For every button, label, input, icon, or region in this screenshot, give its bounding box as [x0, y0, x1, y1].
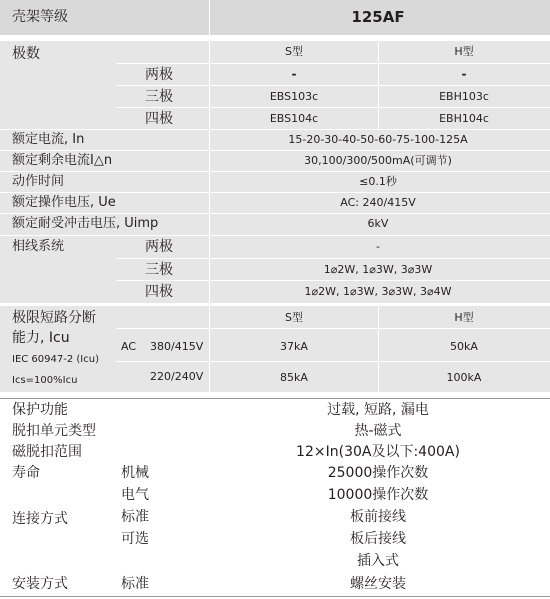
poles-row-name: 三极: [145, 89, 173, 105]
breaking-line: [116, 328, 550, 329]
frame-size-label: 壳架等级: [12, 9, 68, 25]
life-mechanical: 机械: [121, 465, 149, 481]
rated-current-label: 额定电流, In: [12, 132, 85, 147]
impulse-voltage-label: 额定耐受冲击电压, Uimp: [12, 216, 159, 231]
poles-col-h: H型: [454, 45, 474, 58]
breaking-value-s: 37kA: [280, 340, 308, 353]
ratings-line: [0, 192, 550, 193]
frame-size-value: 125AF: [351, 8, 405, 26]
magnetic-trip-label: 磁脱扣范围: [12, 444, 82, 460]
connection-optional-value: 板后接线: [350, 531, 406, 547]
ratings-line: [0, 171, 550, 172]
operating-time-label: 动作时间: [12, 174, 65, 189]
connection-plugin-value: 插入式: [357, 553, 399, 569]
ratings-line: [0, 129, 550, 130]
breaking-ac: AC: [121, 340, 137, 353]
poles-row-name: 四极: [145, 111, 173, 127]
ratings-line: [0, 150, 550, 151]
mounting-standard: 标准: [121, 576, 149, 592]
life-mechanical-value: 25000操作次数: [327, 465, 429, 481]
poles-label: 极数: [12, 46, 40, 62]
ratings-divider: [209, 129, 210, 303]
breaking-label-2: 能力, Icu: [12, 330, 70, 346]
phase-row-value: -: [376, 240, 380, 253]
poles-col-s: S型: [285, 45, 303, 58]
breaking-label-1: 极限短路分断: [12, 310, 96, 326]
poles-row-s: EBS104c: [269, 112, 319, 125]
phase-row-value: 1⌀2W, 1⌀3W, 3⌀3W, 3⌀4W: [304, 285, 452, 298]
breaking-col-h: H型: [454, 311, 474, 324]
impulse-voltage-value: 6kV: [367, 217, 389, 230]
connection-standard-value: 板前接线: [350, 509, 406, 525]
breaking-voltage: 380/415V: [150, 340, 204, 353]
phase-row-name: 两极: [145, 239, 173, 255]
header-band: [0, 0, 550, 35]
phase-row-name: 三极: [145, 262, 173, 278]
breaking-divider-2: [378, 306, 379, 392]
poles-row-line: [116, 107, 550, 108]
mounting-value: 螺丝安装: [350, 576, 406, 592]
poles-row-line: [116, 85, 550, 86]
poles-row-s: EBS103c: [269, 90, 319, 103]
operating-voltage-label: 额定操作电压, Ue: [12, 195, 116, 210]
protection-label: 保护功能: [12, 402, 68, 418]
life-electrical-value: 10000操作次数: [327, 487, 429, 503]
breaking-voltage: 220/240V: [150, 370, 204, 383]
operating-voltage-value: AC: 240/415V: [340, 196, 416, 209]
breaking-ics: Ics=100%Icu: [12, 375, 78, 386]
phase-line: [116, 258, 550, 259]
operating-time-value: ≤0.1秒: [359, 175, 397, 188]
trip-unit-label: 脱扣单元类型: [12, 423, 96, 439]
magnetic-trip-value: 12×In(30A及以下:400A): [296, 444, 460, 460]
life-electrical: 电气: [121, 487, 149, 503]
breaking-value-h: 50kA: [450, 340, 478, 353]
connection-optional: 可选: [121, 531, 149, 547]
phase-row-value: 1⌀2W, 1⌀3W, 3⌀3W: [323, 263, 433, 276]
poles-row-h: EBH103c: [439, 90, 489, 103]
trip-unit-value: 热-磁式: [354, 423, 402, 439]
features-top-line: [0, 398, 550, 399]
poles-row-s: -: [291, 67, 297, 81]
poles-row-line: [116, 63, 550, 64]
residual-current-value: 30,100/300/500mA(可调节): [304, 154, 452, 167]
breaking-standard: IEC 60947-2 (Icu): [12, 354, 99, 365]
phase-row-name: 四极: [145, 284, 173, 300]
poles-row-name: 两极: [145, 67, 173, 83]
residual-current-label: 额定剩余电流I△n: [12, 153, 113, 168]
breaking-value-s: 85kA: [280, 371, 308, 384]
poles-row-h: -: [461, 67, 467, 81]
phase-system-label: 相线系统: [12, 239, 65, 254]
ratings-line: [0, 213, 550, 214]
connection-standard: 标准: [121, 509, 149, 525]
poles-row-h: EBH104c: [439, 112, 489, 125]
breaking-divider-1: [209, 306, 210, 392]
ratings-line: [0, 235, 550, 236]
connection-label: 连接方式: [12, 511, 68, 527]
protection-value: 过载, 短路, 漏电: [327, 402, 429, 418]
header-divider: [209, 0, 210, 35]
life-label: 寿命: [12, 465, 40, 481]
breaking-col-s: S型: [285, 311, 303, 324]
phase-line: [116, 280, 550, 281]
rated-current-value: 15-20-30-40-50-60-75-100-125A: [288, 133, 468, 146]
mounting-label: 安装方式: [12, 576, 68, 592]
breaking-line: [116, 361, 550, 362]
breaking-value-h: 100kA: [446, 371, 482, 384]
features-bottom-line: [0, 596, 550, 597]
